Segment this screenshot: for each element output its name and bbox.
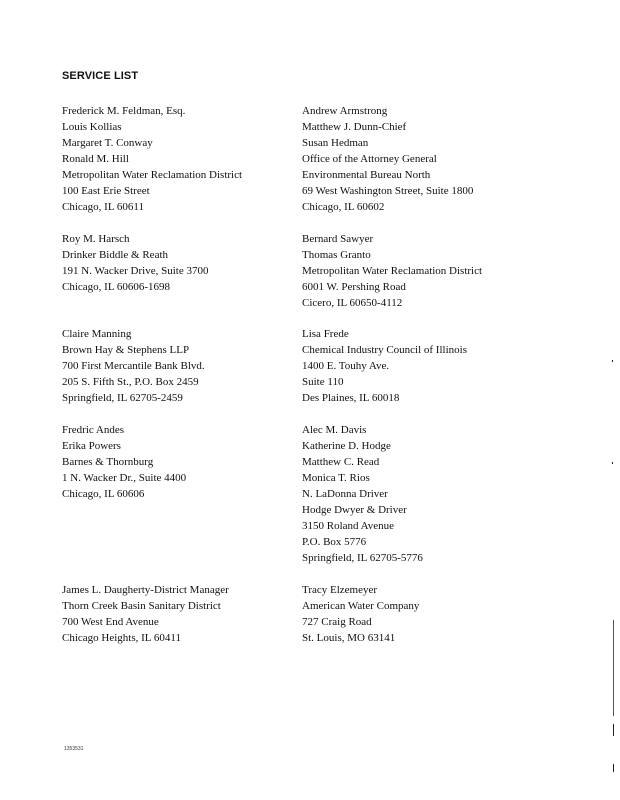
entry-line: 727 Craig Road — [302, 616, 372, 628]
entry-line: Metropolitan Water Reclamation District — [302, 265, 483, 277]
service-entry-daugherty — [62, 582, 229, 646]
service-entry-feldman — [62, 103, 242, 215]
entry-line: 1 N. Wacker Dr., Suite 4400 — [62, 472, 187, 484]
entry-line: N. LaDonna Driver — [302, 488, 388, 500]
entry-line: Monica T. Rios — [302, 472, 370, 484]
entry-line: Matthew J. Dunn-Chief — [302, 121, 407, 133]
entry-line: Environmental Bureau North — [302, 169, 431, 181]
entry-line: Katherine D. Hodge — [302, 440, 391, 452]
service-entry-manning — [62, 326, 205, 406]
entry-line: 700 First Mercantile Bank Blvd. — [62, 360, 205, 372]
entry-line: Margaret T. Conway — [62, 137, 153, 149]
scan-mark — [613, 620, 614, 716]
service-entry-armstrong — [302, 103, 473, 215]
entry-line: 700 West End Avenue — [62, 616, 159, 628]
entry-line: James L. Daugherty-District Manager — [62, 584, 229, 596]
entry-line: Fredric Andes — [62, 424, 125, 436]
service-entry-harsch — [62, 231, 208, 295]
entry-line: 205 S. Fifth St., P.O. Box 2459 — [62, 376, 199, 388]
entry-line: Ronald M. Hill — [62, 153, 129, 165]
entry-line: Cicero, IL 60650-4112 — [302, 297, 403, 309]
scan-mark — [613, 724, 614, 736]
entry-line: P.O. Box 5776 — [302, 536, 367, 548]
entry-line: Andrew Armstrong — [302, 105, 388, 117]
entry-line: Hodge Dwyer & Driver — [302, 504, 407, 516]
entry-line: Claire Manning — [62, 328, 132, 340]
service-entry-davis — [302, 422, 423, 566]
page-title: SERVICE LIST — [62, 70, 139, 82]
entry-line: Susan Hedman — [302, 137, 369, 149]
service-entry-frede — [302, 326, 467, 406]
entry-line: Thorn Creek Basin Sanitary District — [62, 600, 221, 612]
scan-mark — [612, 462, 613, 464]
entry-line: Bernard Sawyer — [302, 233, 374, 245]
entry-line: Tracy Elzemeyer — [302, 584, 378, 596]
entry-line: Suite 110 — [302, 376, 344, 388]
entry-line: 1400 E. Touhy Ave. — [302, 360, 390, 372]
entry-line: 191 N. Wacker Drive, Suite 3700 — [62, 265, 209, 277]
entry-line: Lisa Frede — [302, 328, 349, 340]
entry-line: Office of the Attorney General — [302, 153, 437, 165]
entry-line: Alec M. Davis — [302, 424, 367, 436]
entry-line: Chicago Heights, IL 60411 — [62, 632, 181, 644]
entry-line: Chicago, IL 60606-1698 — [62, 281, 171, 293]
entry-line: 3150 Roland Avenue — [302, 520, 395, 532]
service-entry-sawyer — [302, 231, 482, 311]
entry-line: 100 East Erie Street — [62, 185, 150, 197]
entry-line: 69 West Washington Street, Suite 1800 — [302, 185, 474, 197]
entry-line: Chicago, IL 60606 — [62, 488, 145, 500]
service-entry-elzemeyer — [302, 582, 419, 646]
entry-line: Barnes & Thornburg — [62, 456, 154, 468]
entry-line: Thomas Granto — [302, 249, 371, 261]
entry-line: Springfield, IL 62705-5776 — [302, 552, 423, 564]
entry-line: Des Plaines, IL 60018 — [302, 392, 400, 404]
entry-line: Chicago, IL 60602 — [302, 201, 385, 213]
scan-mark — [612, 360, 613, 362]
entry-line: Springfield, IL 62705-2459 — [62, 392, 183, 404]
entry-line: Metropolitan Water Reclamation District — [62, 169, 243, 181]
entry-line: Chicago, IL 60611 — [62, 201, 144, 213]
entry-line: St. Louis, MO 63141 — [302, 632, 396, 644]
entry-line: Erika Powers — [62, 440, 121, 452]
entry-line: Brown Hay & Stephens LLP — [62, 344, 190, 356]
entry-line: 6001 W. Pershing Road — [302, 281, 406, 293]
entry-line: Louis Kollias — [62, 121, 122, 133]
entry-line: Chemical Industry Council of Illinois — [302, 344, 467, 356]
service-entry-andes — [62, 422, 186, 502]
footer-code: 1353531 — [64, 746, 84, 752]
entry-line: Drinker Biddle & Reath — [62, 249, 169, 261]
entry-line: Frederick M. Feldman, Esq. — [62, 105, 186, 117]
entry-line: American Water Company — [302, 600, 420, 612]
entry-line: Matthew C. Read — [302, 456, 380, 468]
scan-mark — [613, 764, 614, 772]
entry-line: Roy M. Harsch — [62, 233, 130, 245]
